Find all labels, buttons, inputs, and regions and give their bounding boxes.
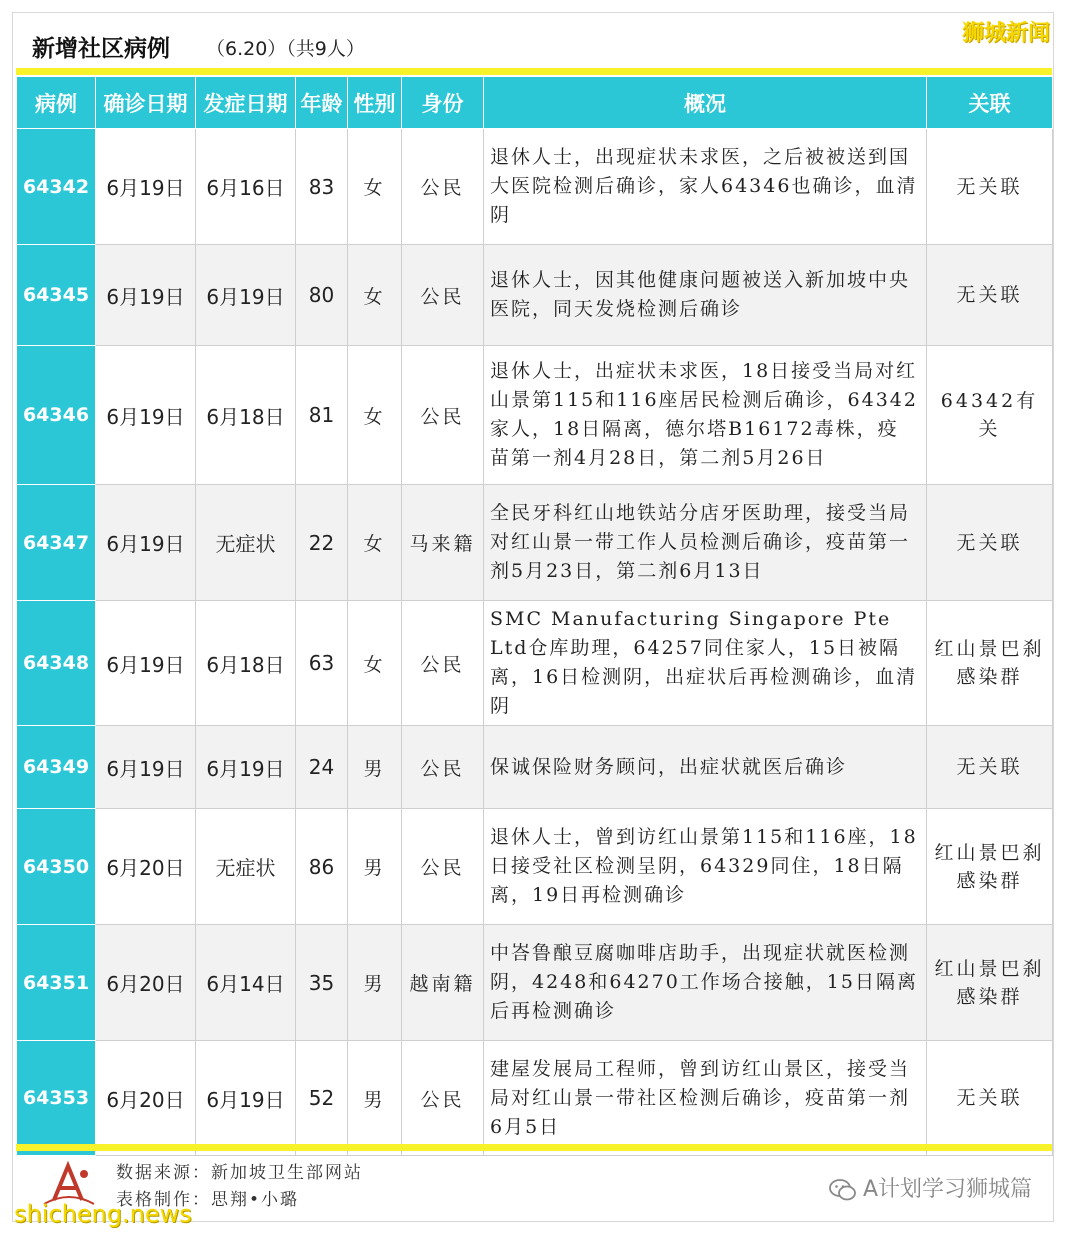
- confirm-date: 6月19日: [96, 129, 196, 245]
- case-id: 64347: [17, 485, 96, 601]
- author-text: 表格制作：思翔•小璐: [116, 1190, 300, 1210]
- link: 红山景巴刹感染群: [927, 601, 1053, 726]
- confirm-date: 6月19日: [96, 726, 196, 809]
- onset-date: 无症状: [196, 485, 296, 601]
- col-header-onset-date: 发症日期: [196, 77, 296, 129]
- age: 86: [296, 809, 348, 925]
- summary: 退休人士，因其他健康问题被送入新加坡中央医院，同天发烧检测后确诊: [484, 245, 927, 346]
- title-bar: [16, 22, 1052, 74]
- col-header-case: 病例: [17, 77, 96, 129]
- case-id: 64351: [17, 925, 96, 1041]
- table-row: [17, 346, 1053, 485]
- table-header-row: [17, 77, 1053, 129]
- onset-date: 6月19日: [196, 726, 296, 809]
- sex: 女: [348, 601, 402, 726]
- sex: 女: [348, 245, 402, 346]
- link: 无关联: [927, 485, 1053, 601]
- summary: SMC Manufacturing Singapore Pte Ltd仓库助理，64257同住家人，15日被隔离，16日检测阴，出症状后再检测确诊，血清阴: [484, 601, 927, 726]
- link: 64342有关: [927, 346, 1053, 485]
- status: 公民: [402, 726, 484, 809]
- link: 无关联: [927, 1041, 1053, 1156]
- table-row: [17, 726, 1053, 809]
- status: 公民: [402, 245, 484, 346]
- confirm-date: 6月20日: [96, 1041, 196, 1156]
- summary: 建屋发展局工程师，曾到访红山景区，接受当局对红山景一带社区检测后确诊，疫苗第一剂6月5日: [484, 1041, 927, 1156]
- onset-date: 6月14日: [196, 925, 296, 1041]
- confirm-date: 6月20日: [96, 925, 196, 1041]
- sex: 女: [348, 129, 402, 245]
- status: 公民: [402, 1041, 484, 1156]
- col-header-link: 关联: [927, 77, 1053, 129]
- sex: 女: [348, 346, 402, 485]
- onset-date: 6月18日: [196, 346, 296, 485]
- age: 81: [296, 346, 348, 485]
- age: 52: [296, 1041, 348, 1156]
- age: 80: [296, 245, 348, 346]
- status: 公民: [402, 129, 484, 245]
- case-id: 64348: [17, 601, 96, 726]
- age: 63: [296, 601, 348, 726]
- confirm-date: 6月19日: [96, 485, 196, 601]
- case-id: 64349: [17, 726, 96, 809]
- bottom-accent-line: [16, 1144, 1052, 1151]
- age: 35: [296, 925, 348, 1041]
- col-header-summary: 概况: [484, 77, 927, 129]
- sex: 男: [348, 1041, 402, 1156]
- link: 无关联: [927, 245, 1053, 346]
- case-id: 64345: [17, 245, 96, 346]
- confirm-date: 6月19日: [96, 245, 196, 346]
- case-id: 64350: [17, 809, 96, 925]
- confirm-date: 6月19日: [96, 346, 196, 485]
- link: 红山景巴刹感染群: [927, 925, 1053, 1041]
- col-header-age: 年龄: [296, 77, 348, 129]
- col-header-status: 身份: [402, 77, 484, 129]
- top-accent-line: [16, 68, 1052, 75]
- sex: 男: [348, 925, 402, 1041]
- summary: 退休人士，出症状未求医，18日接受当局对红山景第115和116座居民检测后确诊，64342家人，18日隔离，德尔塔B16172毒株，疫苗第一剂4月28日，第二剂5月26日: [484, 346, 927, 485]
- sex: 女: [348, 485, 402, 601]
- sex: 男: [348, 726, 402, 809]
- age: 24: [296, 726, 348, 809]
- table-row: [17, 129, 1053, 245]
- wechat-account-name: A计划学习狮城篇: [862, 1177, 1032, 1202]
- case-id: 64346: [17, 346, 96, 485]
- table-row: [17, 1041, 1053, 1156]
- wechat-icon: [829, 1179, 857, 1201]
- footer: [14, 1152, 1052, 1228]
- case-id: 64342: [17, 129, 96, 245]
- onset-date: 6月19日: [196, 245, 296, 346]
- confirm-date: 6月20日: [96, 809, 196, 925]
- table-row: [17, 809, 1053, 925]
- age: 22: [296, 485, 348, 601]
- link: 无关联: [927, 726, 1053, 809]
- case-id: 64353: [17, 1041, 96, 1156]
- site-watermark: shicheng.news: [14, 1200, 192, 1228]
- confirm-date: 6月19日: [96, 601, 196, 726]
- wechat-account: [829, 1172, 1032, 1203]
- link: 无关联: [927, 129, 1053, 245]
- brand-watermark: 狮城新闻: [961, 21, 1050, 46]
- status: 公民: [402, 346, 484, 485]
- link: 红山景巴刹感染群: [927, 809, 1053, 925]
- table-row: [17, 485, 1053, 601]
- summary: 退休人士，曾到访红山景第115和116座，18日接受社区检测呈阴，64329同住，18日隔离，19日再检测确诊: [484, 809, 927, 925]
- sex: 男: [348, 809, 402, 925]
- col-header-confirm-date: 确诊日期: [96, 77, 196, 129]
- table-row: [17, 925, 1053, 1041]
- page-subtitle: （6.20）（共9人）: [206, 38, 365, 60]
- summary: 中峇鲁酿豆腐咖啡店助手，出现症状就医检测阴，4248和64270工作场合接触，15日隔离后再检测确诊: [484, 925, 927, 1041]
- onset-date: 6月19日: [196, 1041, 296, 1156]
- status: 越南籍: [402, 925, 484, 1041]
- source-text: 数据来源：新加坡卫生部网站: [116, 1163, 363, 1183]
- summary: 保诚保险财务顾问，出症状就医后确诊: [484, 726, 927, 809]
- status: 马来籍: [402, 485, 484, 601]
- age: 83: [296, 129, 348, 245]
- status: 公民: [402, 809, 484, 925]
- onset-date: 6月18日: [196, 601, 296, 726]
- table-row: [17, 601, 1053, 726]
- status: 公民: [402, 601, 484, 726]
- summary: 全民牙科红山地铁站分店牙医助理，接受当局对红山景一带工作人员检测后确诊，疫苗第一剂5月23日，第二剂6月13日: [484, 485, 927, 601]
- page-title: 新增社区病例: [32, 36, 170, 62]
- onset-date: 6月16日: [196, 129, 296, 245]
- col-header-sex: 性别: [348, 77, 402, 129]
- cases-table: [16, 76, 1053, 1156]
- table-row: [17, 245, 1053, 346]
- summary: 退休人士，出现症状未求医，之后被被送到国大医院检测后确诊，家人64346也确诊，血清阴: [484, 129, 927, 245]
- onset-date: 无症状: [196, 809, 296, 925]
